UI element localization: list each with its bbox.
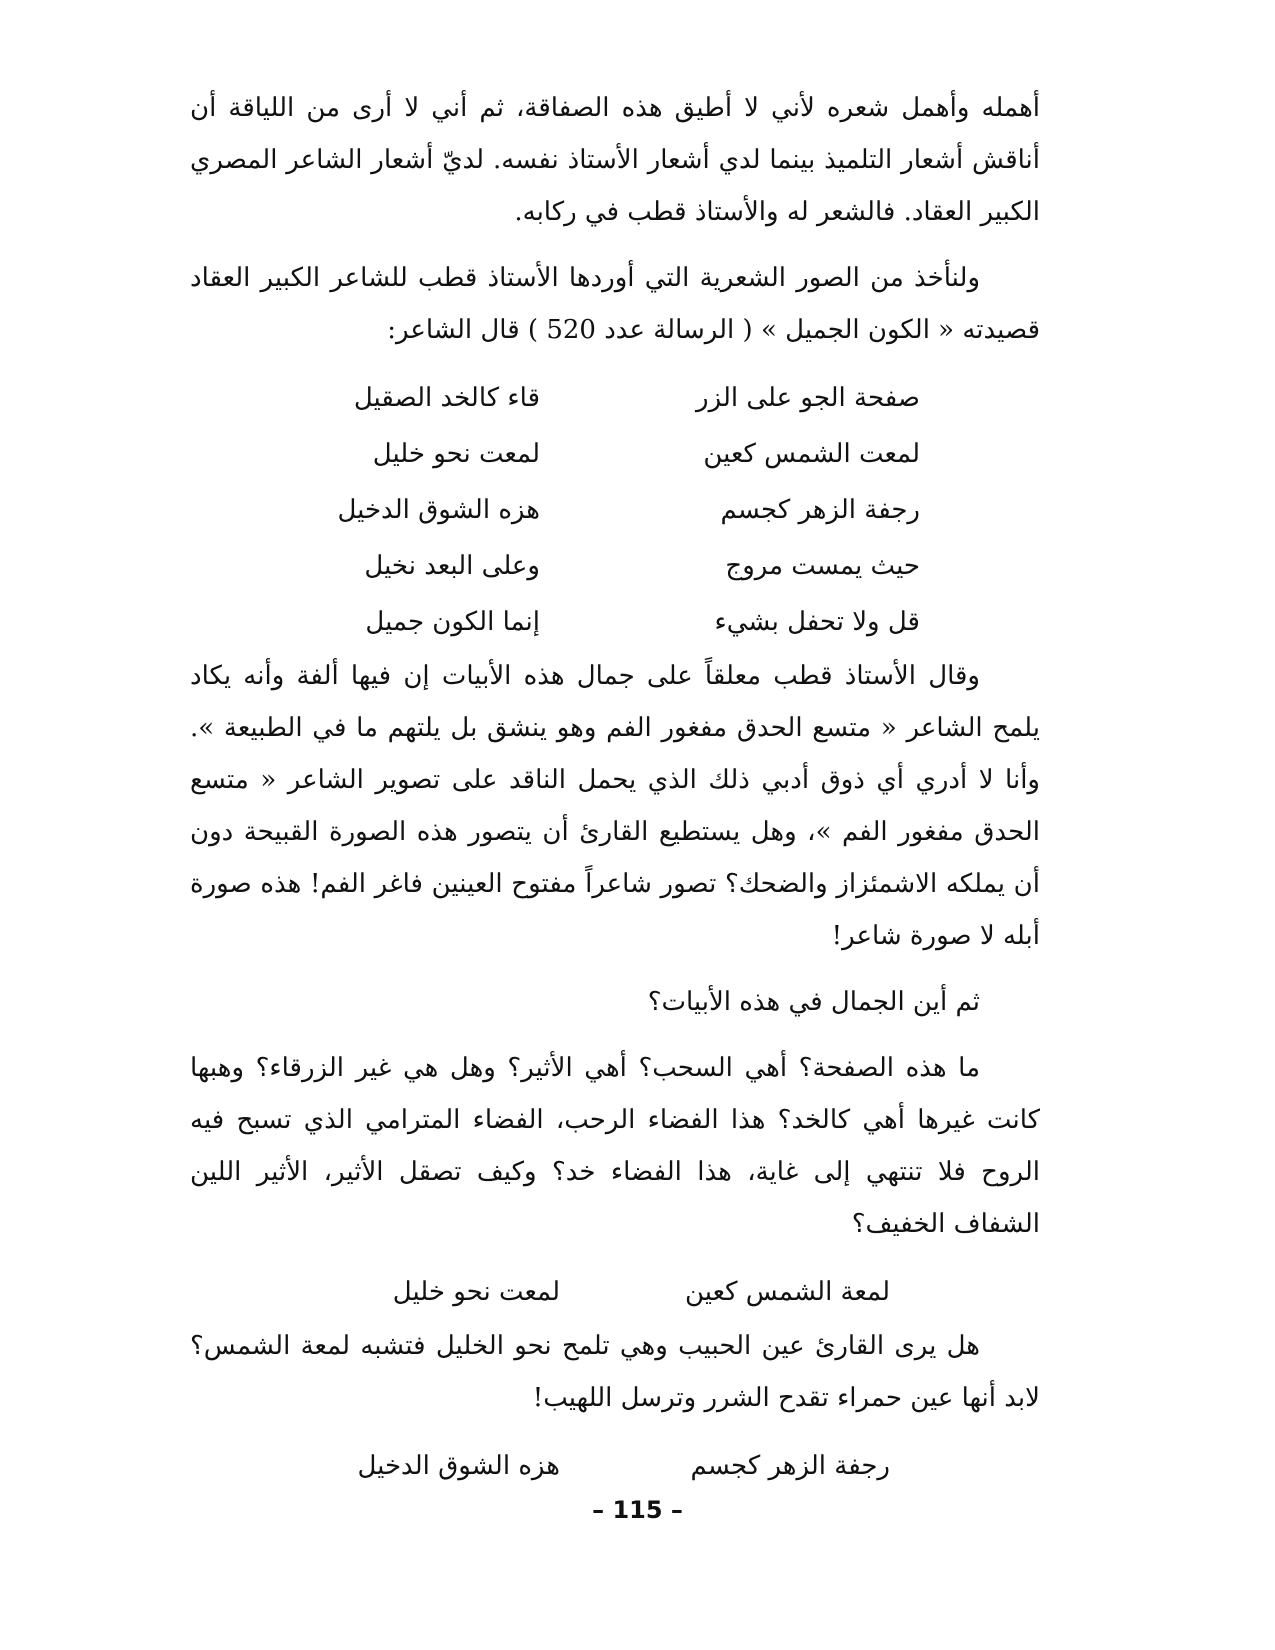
- paragraph-3: وقال الأستاذ قطب معلقاً على جمال هذه الأبيات إن فيها ألفة وأنه يكاد يلمح الشاعر « متسع الحدق مفغور الفم وهو ينشق بل يلتهم ما في الطبيعة ». وأنا لا أدري أي ذوق أدبي ذلك الذي يحمل الناقد على تصوير الشاعر « متسع الحدق مفغور الفم »، وهل يستطيع القارئ أن يتصور هذه الصورة القبيحة دون أن يملكه الاشمئزاز والضحك؟ تصور شاعراً مفتوح العينين فاغر الفم! هذه صورة أبله لا صورة شاعر!: [190, 661, 1040, 951]
- poem-verse-5: [190, 594, 1040, 650]
- document-page: [190, 82, 1040, 1622]
- verse-first-hemistich: رجفة الزهر كجسم: [690, 1451, 890, 1481]
- poem-verse-2: [190, 426, 1040, 482]
- paragraph-6: هل يرى القارئ عين الحبيب وهي تلمح نحو الخليل فتشبه لمعة الشمس؟ لابد أنها عين حمراء تقدح الشرر وترسل اللهيب!: [190, 1331, 1040, 1413]
- verse-second-hemistich: وعلى البعد نخيل: [364, 551, 540, 581]
- verse-second-hemistich: إنما الكون جميل: [365, 607, 540, 637]
- paragraph-5: ما هذه الصفحة؟ أهي السحب؟ أهي الأثير؟ وهل هي غير الزرقاء؟ وهبها كانت غيرها أهي كالخد؟ هذا الفضاء الرحب، الفضاء المترامي الذي تسبح فيه الروح فلا تنتهي إلى غاية، هذا الفضاء خد؟ وكيف تصقل الأثير، الأثير اللين الشفاف الخفيف؟: [190, 1053, 1040, 1239]
- verse-second-hemistich: قاء كالخد الصقيل: [353, 383, 540, 413]
- poem-verse-3: [190, 482, 1040, 538]
- poem-verse-4: [190, 538, 1040, 594]
- verse-first-hemistich: حيث يمست مروج: [725, 551, 920, 581]
- paragraph-2: ولنأخذ من الصور الشعرية التي أوردها الأستاذ قطب للشاعر الكبير العقاد قصيدته « الكون الجميل » ( الرسالة عدد 520 ) قال الشاعر:: [190, 263, 1040, 345]
- verse-first-hemistich: لمعة الشمس كعين: [684, 1277, 890, 1307]
- verse-first-hemistich: صفحة الجو على الزر: [696, 383, 920, 413]
- verse-second-hemistich: هزه الشوق الدخيل: [337, 495, 540, 525]
- page-number: – 115 –: [592, 1496, 683, 1524]
- verse-first-hemistich: قل ولا تحفل بشيء: [714, 607, 920, 637]
- verse-second-hemistich: هزه الشوق الدخيل: [357, 1451, 560, 1481]
- verse-second-hemistich: لمعت نحو خليل: [372, 439, 540, 469]
- paragraph-4: ثم أين الجمال في هذه الأبيات؟: [647, 987, 980, 1017]
- quoted-verse-1: [190, 1264, 1040, 1320]
- verse-second-hemistich: لمعت نحو خليل: [392, 1277, 560, 1307]
- quoted-verse-2: [190, 1438, 1040, 1494]
- poem: [190, 370, 1040, 650]
- verse-first-hemistich: رجفة الزهر كجسم: [720, 495, 920, 525]
- paragraph-1: أهمله وأهمل شعره لأني لا أطيق هذه الصفاقة، ثم أني لا أرى من اللياقة أن أناقش أشعار التلميذ بينما لدي أشعار الأستاذ نفسه. لديّ أشعار الشاعر المصري الكبير العقاد. فالشعر له والأستاذ قطب في ركابه.: [190, 93, 1040, 227]
- poem-verse-1: [190, 370, 1040, 426]
- verse-first-hemistich: لمعت الشمس كعين: [703, 439, 920, 469]
